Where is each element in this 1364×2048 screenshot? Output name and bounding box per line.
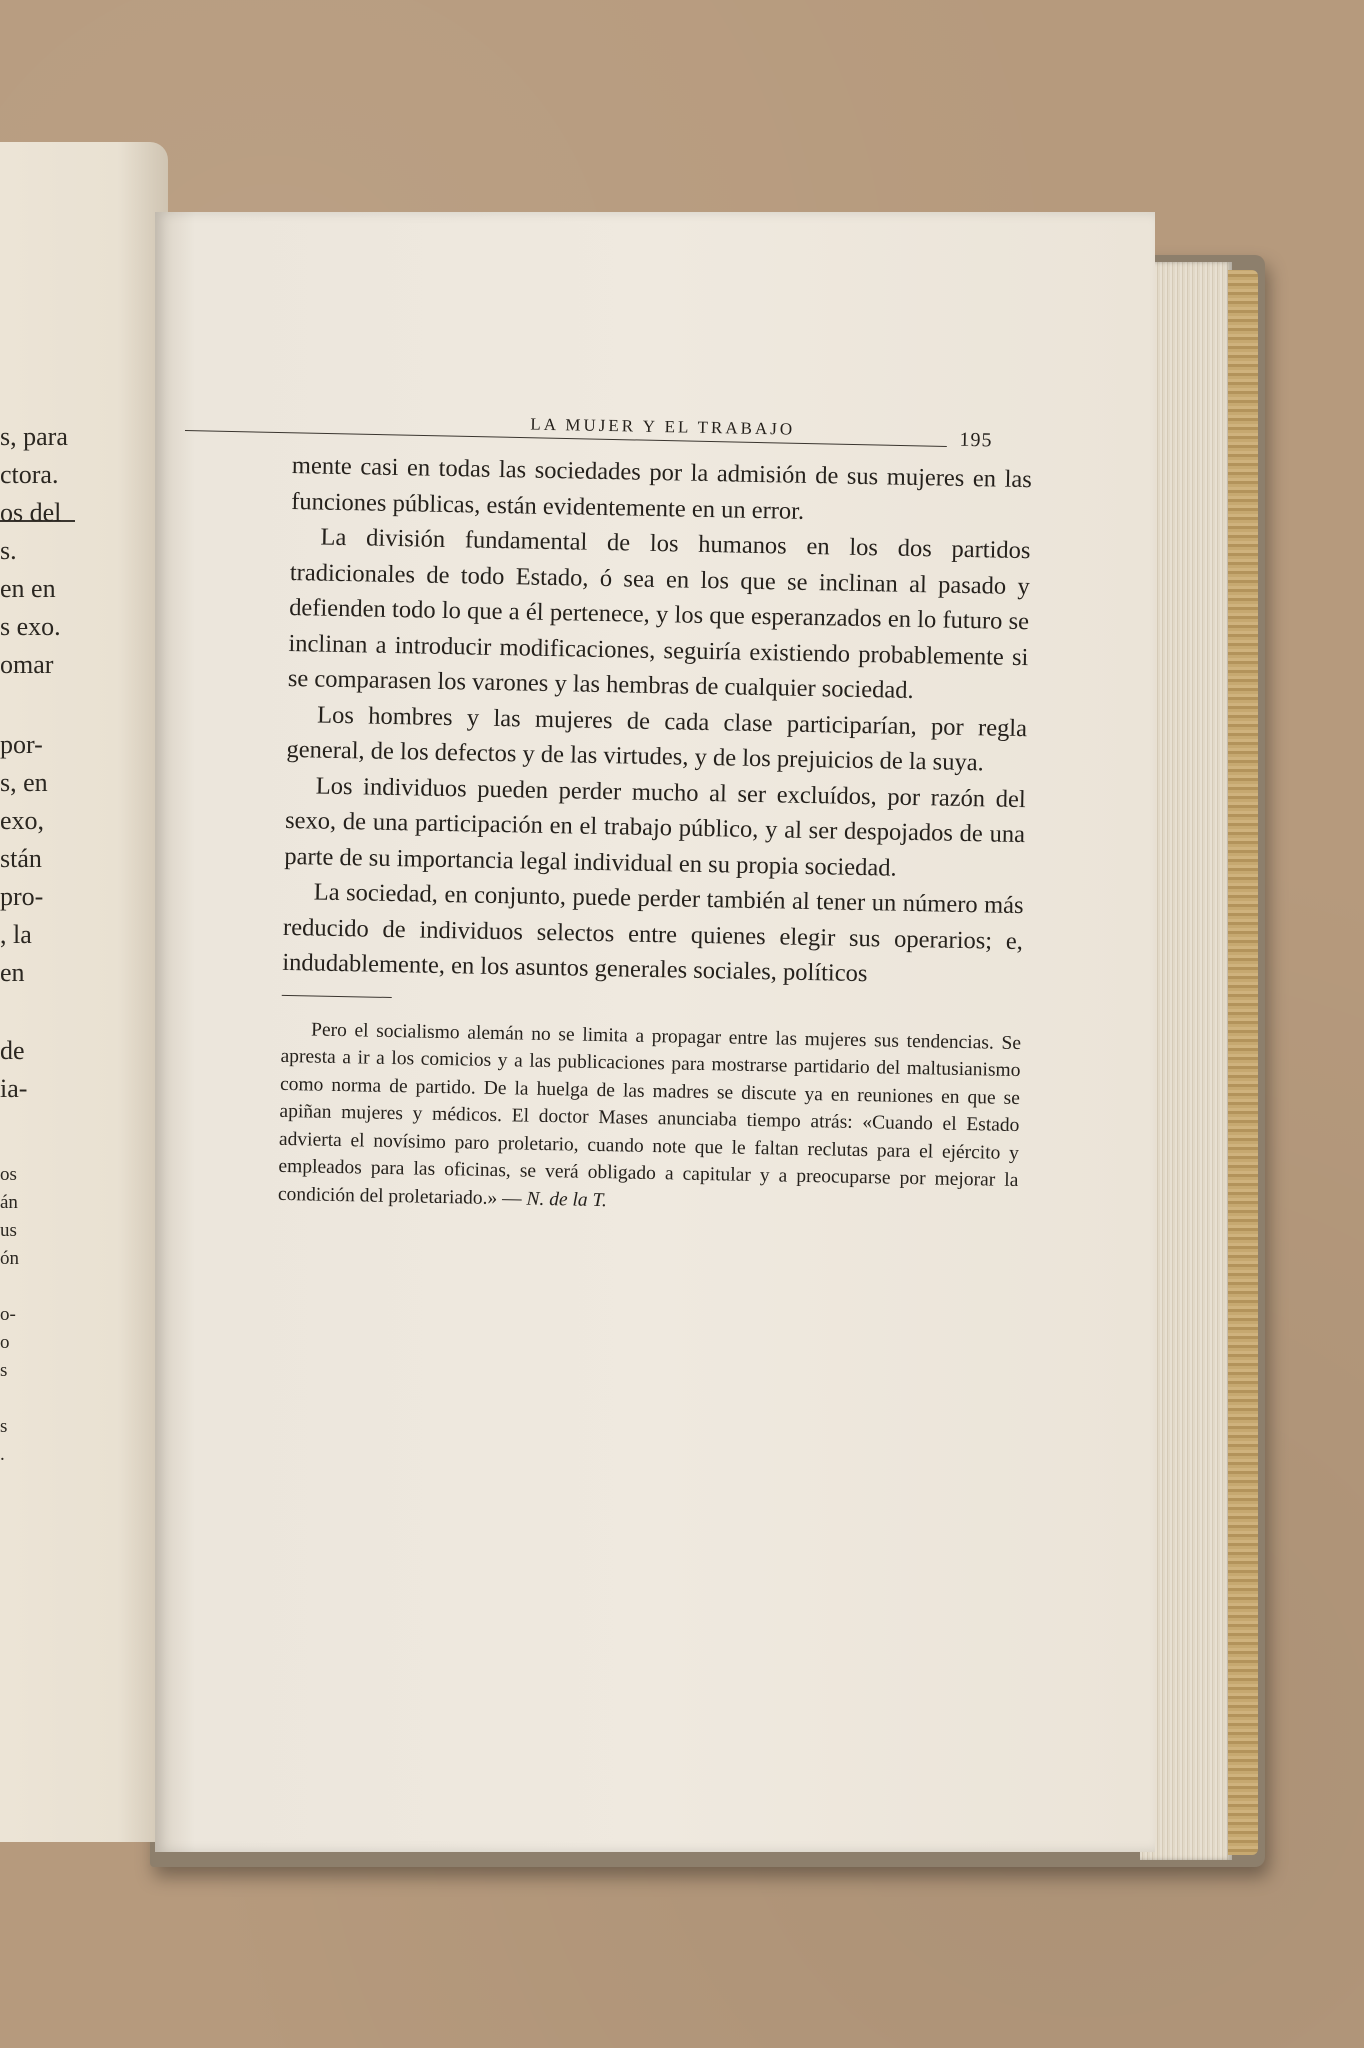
- left-page-line: s: [0, 1416, 8, 1437]
- right-page: [155, 212, 1155, 1852]
- page-number: 195: [959, 428, 993, 452]
- paragraph: La sociedad, en conjunto, puede perder también al tener un número más reducido de individuos selectos entre quienes elegir sus operarios; e, indudablemente, en los asuntos generales sociales, políticos: [282, 878, 1024, 988]
- running-head-title: LA MUJER Y EL TRABAJO: [530, 414, 796, 439]
- left-page-line: en: [0, 958, 25, 987]
- left-page-line: , la: [0, 920, 32, 949]
- footnote: [278, 1015, 1022, 1222]
- left-page-line: ón: [0, 1248, 19, 1269]
- page-content: [278, 410, 1033, 1222]
- paragraph: Los individuos pueden perder mucho al ser excluídos, por razón del sexo, de una participación en el trabajo público, y al ser despojados de una parte de su importancia legal individual en su propia sociedad.: [284, 772, 1026, 882]
- left-page-line: de: [0, 1036, 25, 1065]
- left-page-line: s.: [0, 536, 17, 565]
- left-page-line: ia-: [0, 1074, 28, 1103]
- left-page-line: exo,: [0, 806, 45, 835]
- footnote-text: Pero el socialismo alemán no se limita a propagar entre las mujeres sus tendencias. Se apresta a ir a los comicios y a las publicaciones para mostrarse partidario del maltusianismo como norma de partido. De la huelga de las madres se discute ya en reuniones en que se apiñan mujeres y médicos. El doctor Mases anunciaba tiempo atrás: «Cuando el Estado advierta el novísimo paro proletario, cuando note que le faltan reclutas para el ejército y empleados para las oficinas, se verá obligado a capitular y a preocuparse por mejorar la condición del proletariado.» —: [277, 1018, 1022, 1210]
- body-text: [282, 448, 1032, 995]
- left-page-line: os: [0, 1164, 17, 1185]
- left-page: [0, 142, 168, 1842]
- left-page-line: o: [0, 1332, 10, 1353]
- left-page-line: pro-: [0, 882, 44, 911]
- left-page-line: ctora.: [0, 460, 59, 489]
- left-page-line: s: [0, 1360, 8, 1381]
- left-page-line: s exo.: [0, 612, 61, 641]
- left-page-line: en en: [0, 574, 56, 603]
- paragraph: mente casi en todas las sociedades por la admisión de sus mujeres en las funciones públicas, están evidentemente en un error.: [290, 451, 1033, 525]
- left-page-line: stán: [0, 844, 42, 873]
- left-page-line: s, en: [0, 768, 48, 797]
- left-page-line: us: [0, 1220, 17, 1241]
- left-page-line: omar: [0, 650, 54, 679]
- left-page-line: os del: [0, 498, 62, 527]
- footnote-signature: N. de la T.: [526, 1188, 608, 1211]
- left-page-line: o-: [0, 1304, 16, 1325]
- left-page-line: án: [0, 1192, 18, 1213]
- paragraph: La división fundamental de los humanos en los dos partidos tradicionales de todo Estado, ó sea en los que se inclinan al pasado y defienden todo lo que a él pertenece, y los que esperanzados en lo futuro se inclinan a introducir modificaciones, seguiría existiendo probablemente si se comparasen los varones y las hembras de cualquier sociedad.: [287, 523, 1031, 704]
- left-page-line: por-: [0, 730, 43, 759]
- footnote-rule: [282, 994, 392, 997]
- book-spine: [1228, 270, 1258, 1855]
- left-page-line: .: [0, 1444, 5, 1465]
- left-page-line: s, para: [0, 422, 68, 451]
- paragraph: Los hombres y las mujeres de cada clase participarían, por regla general, de los defectos y de las virtudes, y de los prejuicios de la suya.: [286, 701, 1028, 777]
- running-head: [292, 410, 1032, 454]
